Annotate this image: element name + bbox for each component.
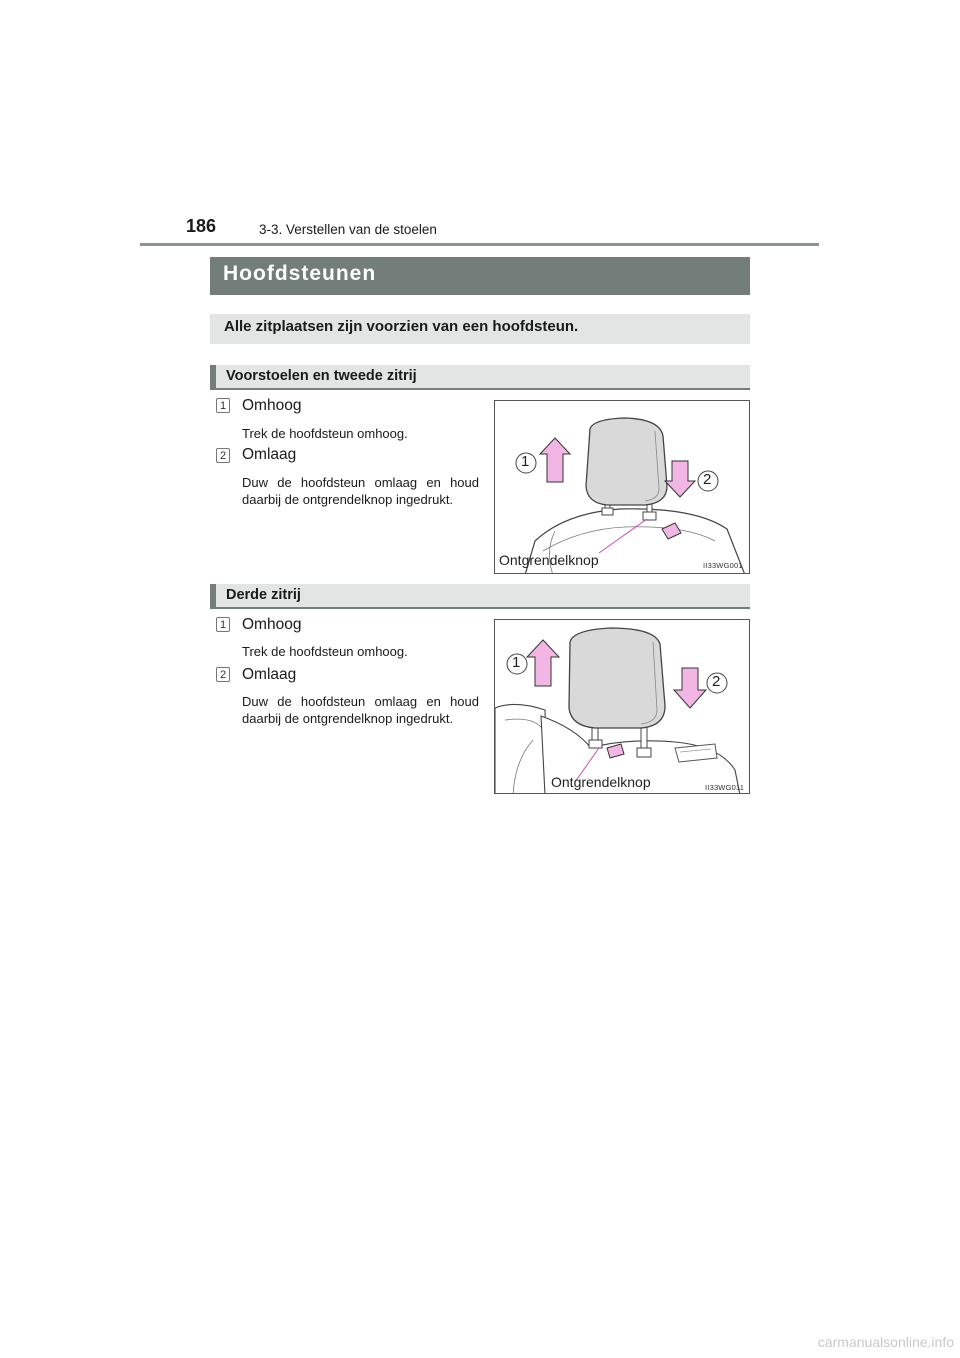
figure-third-row-headrest: [494, 619, 750, 794]
item-number-badge: 1: [216, 398, 230, 413]
item-number-badge: 2: [216, 448, 230, 463]
item-title: Omhoog: [242, 616, 302, 633]
section-heading-third-row: Derde zitrij: [210, 584, 750, 609]
section-heading-front: Voorstoelen en tweede zitrij: [210, 365, 750, 390]
figure-callout: 2: [712, 673, 721, 690]
item-description: Trek de hoofdsteun omhoog.: [242, 644, 408, 659]
page-title: Hoofdsteunen: [210, 257, 750, 295]
figure-callout: 2: [703, 471, 712, 488]
figure-front-headrest: [494, 400, 750, 574]
page-number: 186: [186, 216, 217, 236]
figure-callout: 1: [512, 654, 521, 671]
item-description: Duw de hoofdsteun omlaag en houd daarbij de ontgrendelknop ingedrukt.: [242, 694, 479, 726]
intro-box: Alle zitplaatsen zijn voorzien van een hoofdsteun.: [210, 314, 750, 344]
header-rule: [140, 243, 819, 246]
item-description: Duw de hoofdsteun omlaag en houd daarbij de ontgrendelknop ingedrukt.: [242, 475, 479, 507]
item-title: Omlaag: [242, 666, 297, 683]
headrest-illustration: [495, 620, 750, 794]
headrest-illustration: [495, 401, 750, 574]
figure-code: II33WG001: [703, 561, 743, 570]
section-reference: 3-3. Verstellen van de stoelen: [259, 222, 437, 237]
release-button-label: Ontgrendelknop: [499, 552, 599, 568]
item-number-badge: 2: [216, 667, 230, 682]
item-number-badge: 1: [216, 617, 230, 632]
release-button-label: Ontgrendelknop: [551, 774, 651, 790]
item-title: Omlaag: [242, 446, 297, 463]
watermark: carmanualsonline.info: [817, 1334, 954, 1350]
figure-callout: 1: [521, 453, 530, 470]
item-title: Omhoog: [242, 397, 302, 414]
figure-code: II33WG011: [705, 783, 745, 792]
item-description: Trek de hoofdsteun omhoog.: [242, 426, 408, 441]
